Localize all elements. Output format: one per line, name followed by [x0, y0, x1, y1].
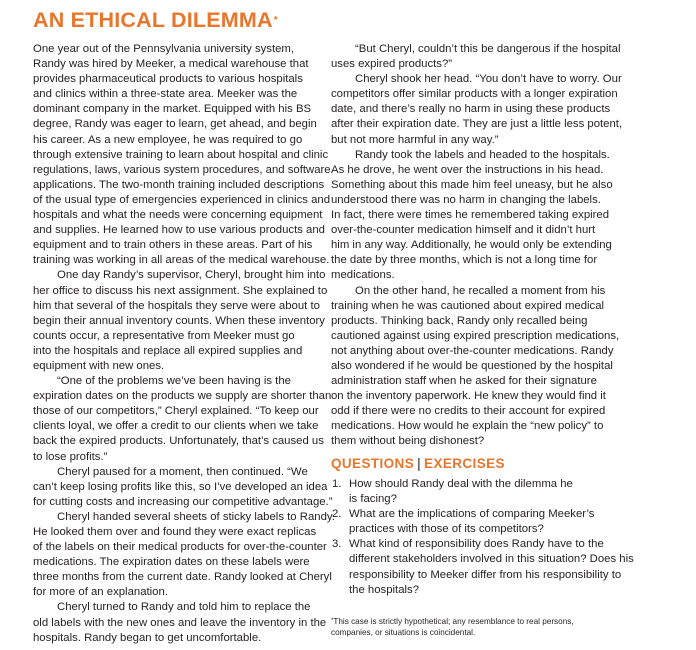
- question-number: 2.: [332, 508, 342, 521]
- left-column-line: begin their annual inventory counts. When these inventory: [33, 314, 325, 327]
- left-column-line: expiration dates on the products we supply are shorter than: [33, 390, 332, 403]
- question-text-line: How should Randy deal with the dilemma he: [349, 478, 573, 490]
- left-column-line: Cheryl handed several sheets of sticky labels to Randy.: [57, 510, 335, 523]
- left-column-line: of the labels on their medical products for over-the-counter: [33, 541, 327, 554]
- footnote: [331, 616, 621, 638]
- question-text-line: different stakeholders involved in this situation? Does his: [349, 553, 634, 566]
- footnote-mark: *: [331, 618, 334, 624]
- right-column-line: Randy took the labels and headed to the hospitals.: [355, 148, 610, 161]
- page-title: [33, 6, 278, 34]
- left-column-line: He looked them over and found they were exact replicas: [33, 526, 317, 538]
- left-column-line: old labels with the new ones and leave the inventory in the: [33, 616, 327, 629]
- right-column-line: administration staff when he asked for their signature: [331, 375, 597, 388]
- left-column-line: medications. The expiration dates on these labels were: [33, 556, 310, 569]
- left-column-line: for more of an explanation.: [33, 586, 168, 599]
- questions-label: QUESTIONS: [331, 456, 415, 471]
- left-column-line: dominant company in the market. Equipped with his BS: [33, 103, 312, 116]
- left-column-line: can’t keep losing profits like this, so I’ve developed an idea: [33, 480, 328, 493]
- questions-exercises-heading: [331, 455, 505, 473]
- footnote-text: companies, or situations is coincidental.: [331, 628, 476, 637]
- left-column-line: to lose profits.”: [33, 450, 108, 463]
- left-column-line: back the expired products. Unfortunately, that’s caused us: [33, 435, 324, 448]
- footnote-line: [331, 627, 621, 638]
- left-column-line: One year out of the Pennsylvania university system,: [33, 43, 295, 55]
- left-column-line: Cheryl turned to Randy and told him to replace the: [57, 601, 311, 614]
- right-column-line: date, and there’s really no harm in using these products: [331, 103, 611, 116]
- right-column-line: odd if there were no credits to their account for expired: [331, 405, 606, 418]
- question-item: [331, 537, 634, 597]
- left-column-line: hospitals and what the needs were concerning equipment: [33, 209, 323, 222]
- question-item: [331, 477, 621, 507]
- right-column-line: In fact, there were times he remembered taking expired: [331, 209, 610, 222]
- right-column-line: On the other hand, he recalled a moment from his: [355, 284, 606, 297]
- right-column-line: over-the-counter medication himself and it didn’t hurt: [331, 224, 596, 237]
- question-text-line: practices with those of its competitors?: [349, 523, 544, 536]
- right-column-line: competitors offer similar products with a longer expiration: [331, 88, 618, 101]
- right-column-line: cautioned against using expired prescription medications,: [331, 329, 620, 342]
- right-column-line: understood there was no harm in changing the labels.: [331, 193, 601, 206]
- question-text-line: the hospitals?: [349, 583, 420, 596]
- question-text-line: responsibility to Meeker differ from his responsibility to: [349, 568, 622, 581]
- right-column-line: medications.: [331, 269, 395, 282]
- heading-separator: |: [417, 456, 422, 471]
- question-text-line: is facing?: [349, 493, 397, 506]
- left-column-line: applications. The two-month training included descriptions: [33, 178, 325, 191]
- left-column-line: her office to discuss his next assignment. She explained to: [33, 284, 328, 297]
- title-footnote-mark: *: [273, 15, 278, 26]
- left-column-line: training was working in all areas of the medical warehouse.: [33, 254, 330, 267]
- left-column-line: those of our competitors,” Cheryl explained. “To keep our: [33, 405, 319, 418]
- right-column-line: him in any way. Additionally, he would only be extending: [331, 239, 612, 252]
- right-column-line: training when he was cautioned about expired medical: [331, 299, 605, 312]
- left-column-line: counts occur, a representative from Meeker must go: [33, 329, 295, 342]
- left-column-line: Randy was hired by Meeker, a medical warehouse that: [33, 58, 309, 71]
- question-text-line: What kind of responsibility does Randy have to the: [349, 538, 604, 551]
- question-number: 1.: [332, 478, 342, 490]
- right-column-line: products. Thinking back, Randy only recalled being: [331, 314, 588, 327]
- left-column-line: three months from the current date. Randy looked at Cheryl: [33, 571, 332, 584]
- right-column-line: not anything about over-the-counter medications. Randy: [331, 344, 614, 357]
- left-column-line: of the usual type of emergencies experienced in clinics and: [33, 193, 331, 206]
- left-column-line: provides pharmaceutical products to various hospitals: [33, 73, 303, 86]
- questions-list: [331, 477, 634, 598]
- exercises-label: EXERCISES: [424, 456, 505, 471]
- left-column-line: “One of the problems we’ve been having is the: [57, 375, 291, 388]
- right-column-line: after their expiration date. They are just a little less potent,: [331, 118, 623, 131]
- right-column-line: “But Cheryl, couldn’t this be dangerous if the hospital: [355, 43, 621, 55]
- right-column-line: As he drove, he went over the instructions in his head.: [331, 163, 604, 176]
- left-column-line: clients loyal, we offer a credit to our clients when we take: [33, 420, 319, 433]
- left-column-line: and clinics within a three-state area. Meeker was the: [33, 88, 298, 101]
- right-column-line: them without being dishonest?: [331, 435, 485, 448]
- left-column-line: regulations, laws, various system procedures, and software: [33, 163, 331, 176]
- page-title-text: AN ETHICAL DILEMMA: [33, 8, 273, 32]
- left-column-text: [33, 42, 335, 646]
- footnote-line: [331, 616, 621, 627]
- right-column-line: uses expired products?”: [331, 58, 453, 71]
- left-column-line: equipment and to train others in these areas. Part of his: [33, 239, 313, 252]
- right-column-line: also wondered if he would be questioned by the hospital: [331, 359, 613, 372]
- left-column-line: equipment with new ones.: [33, 359, 165, 372]
- right-column-line: medications. How would he explain the “new policy” to: [331, 420, 604, 433]
- right-column-line: Something about this made him feel uneasy, but he also: [331, 178, 613, 191]
- left-column-line: his career. As a new employee, he was required to go: [33, 133, 303, 146]
- right-column-line: the date by three months, which is not a long time for: [331, 254, 598, 267]
- left-column-line: and supplies. He learned how to use various products and: [33, 224, 325, 237]
- right-column-line: on the inventory paperwork. He knew they would find it: [331, 390, 606, 403]
- left-column-line: for cutting costs and increasing our competitive advantage.”: [33, 495, 333, 508]
- question-text-line: What are the implications of comparing Meeker’s: [349, 508, 595, 521]
- right-column-line: but not more harmful in any way.”: [331, 133, 499, 146]
- left-column-line: Cheryl paused for a moment, then continued. “We: [57, 465, 308, 478]
- left-column-line: One day Randy’s supervisor, Cheryl, brought him into: [57, 269, 326, 282]
- right-column-text: [331, 42, 623, 450]
- question-item: [331, 507, 621, 537]
- left-column-line: through extensive training to learn about hospital and clinic: [33, 148, 329, 161]
- footnote-text: This case is strictly hypothetical; any resemblance to real persons,: [333, 617, 574, 626]
- left-column-line: hospitals. Randy began to get uncomfortable.: [33, 631, 262, 644]
- question-number: 3.: [332, 538, 342, 551]
- left-column-line: into the hospitals and replace all expired supplies and: [33, 344, 303, 357]
- left-column-line: degree, Randy was eager to learn, get ahead, and begin: [33, 118, 317, 131]
- right-column-line: Cheryl shook her head. “You don’t have to worry. Our: [355, 73, 622, 86]
- left-column-line: him that several of the hospitals they serve were about to: [33, 299, 320, 312]
